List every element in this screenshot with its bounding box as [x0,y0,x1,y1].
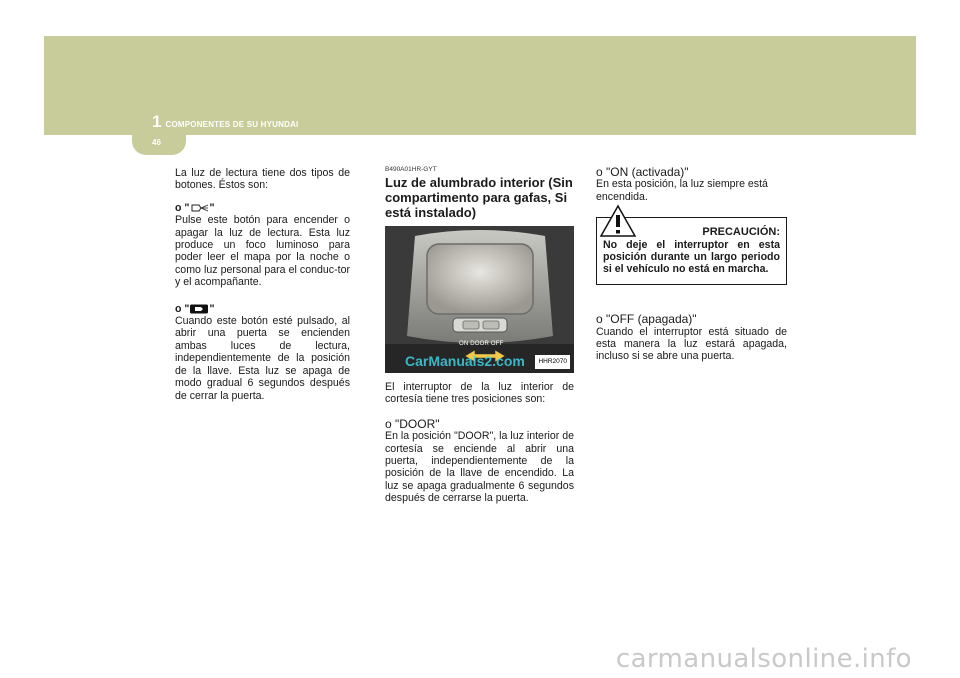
page-number: 46 [152,138,161,147]
map-lamp-text: Pulse este botón para encender o apagar la luz de lectura. Esta luz produce un foco luminoso para poder leer el mapa por la noche o como luz personal para el conduc-tor y el acompañante. [175,214,350,289]
column-1 [175,167,350,402]
warning-triangle-icon [599,204,637,238]
chapter-heading [152,112,298,132]
chapter-title: COMPONENTES DE SU HYUNDAI [165,120,299,129]
on-heading: o "ON (activada)" [596,165,689,179]
footer-watermark: carmanualsonline.info [615,644,912,674]
caution-box [596,217,787,285]
door-text: En la posición "DOOR", la luz interior de cortesía se enciende al abrir una puerta, independientemente de la posición de la llave de encendido. La luz se apaga gradualmente 6 segundos después de cerrarse la puerta. [385,430,574,505]
switch-intro: El interruptor de la luz interior de cortesía tiene tres posiciones son: [385,381,574,406]
on-text: En esta posición, la luz siempre está encendida. [596,178,768,203]
off-text: Cuando el interruptor está situado de esta manera la luz estará apagada, incluso si se abre una puerta. [596,325,787,363]
column-2 [385,166,574,505]
lamp-illustration [385,226,574,373]
caution-title: PRECAUCIÓN: [702,226,780,239]
chapter-number: 1 [152,112,162,131]
off-heading: o "OFF (apagada)" [596,312,697,327]
item-suffix: " [209,302,215,315]
map-lamp-item-heading [175,202,350,214]
item-prefix: o " [175,302,190,315]
map-lamp-icon [189,203,209,213]
section-heading: Luz de alumbrado interior (Sin compartimento para gafas, Si está instalado) [385,175,573,220]
photo-code: HHR2070 [535,355,570,369]
intro-text: La luz de lectura tiene dos tipos de botones. Éstos son: [175,167,350,192]
door-lamp-text: Cuando este botón esté pulsado, al abrir una puerta se encienden ambas luces de lectura, independientemente de la posición de la llave. Esta luz se apaga de modo gradual 6 segundos después de cerrar la puerta. [175,315,350,402]
interior-lamp-photo [385,226,574,373]
door-heading [385,418,574,430]
door-heading-text: o "DOOR" [385,416,440,431]
item-prefix: o " [175,201,190,214]
photo-watermark: CarManuals2.com [405,353,525,369]
caution-text: No deje el interruptor en esta posición durante un largo periodo si el vehículo no está en marcha. [603,238,780,276]
item-suffix: " [209,201,215,214]
switch-position-label: ON DOOR OFF [459,341,504,347]
section-code: B490A01HR-GYT [385,166,437,173]
door-lamp-icon [189,304,209,314]
door-lamp-item-heading [175,303,350,315]
column-3 [596,166,787,363]
